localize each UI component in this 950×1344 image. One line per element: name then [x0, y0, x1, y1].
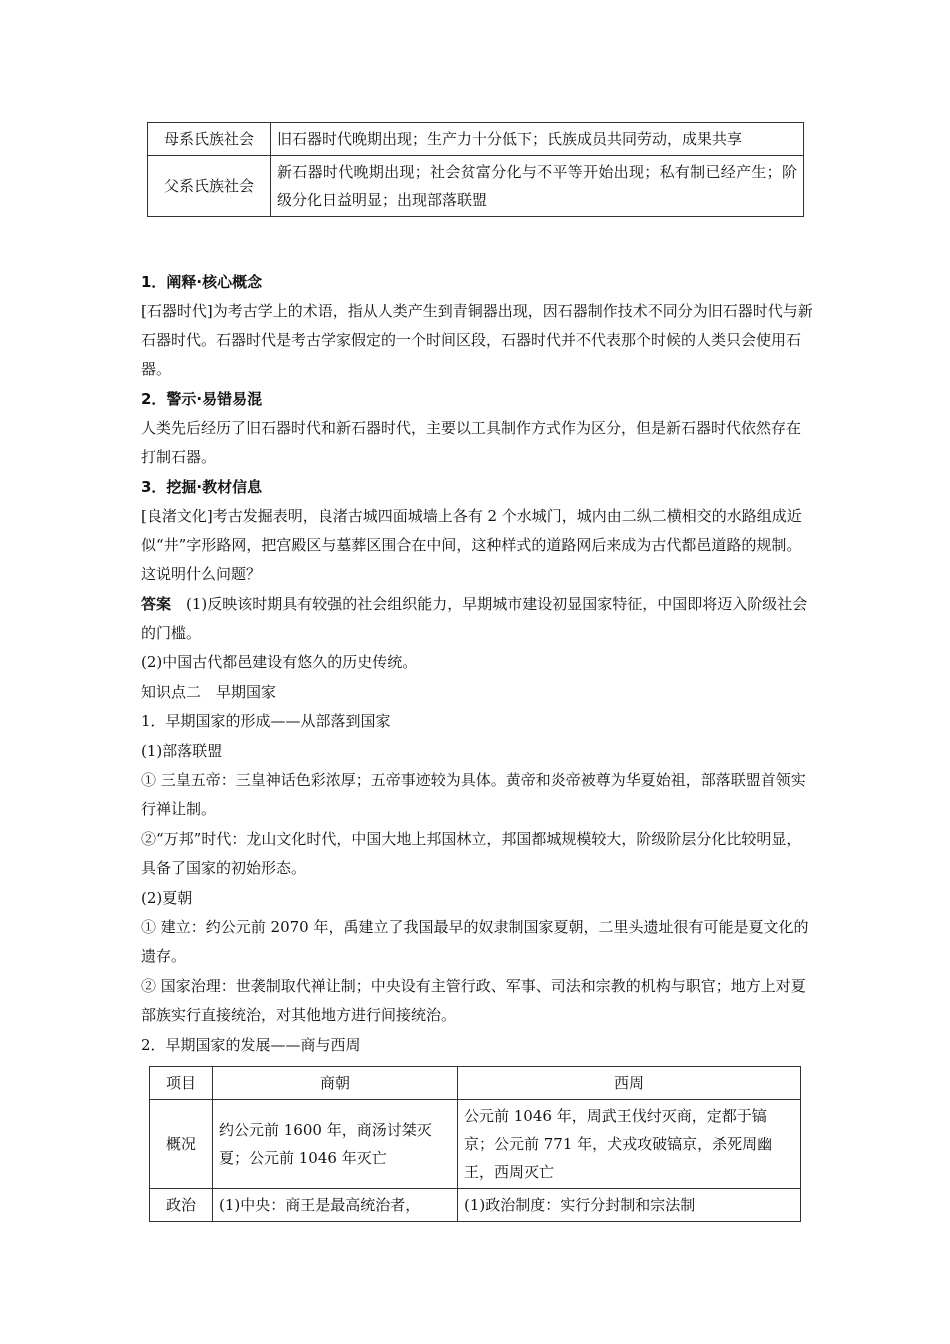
table-header: 西周	[458, 1067, 801, 1100]
table-cell: 新石器时代晚期出现；社会贫富分化与不平等开始出现；私有制已经产生；阶级分化日益明显；出现部落联盟	[271, 156, 804, 217]
answer-text: (1)反映该时期具有较强的社会组织能力，早期城市建设初显国家特征，中国即将迈入阶级社会的门槛。	[141, 595, 808, 642]
table-cell: 概况	[150, 1100, 213, 1189]
table-header: 商朝	[213, 1067, 458, 1100]
paragraph: ②“万邦”时代：龙山文化时代，中国大地上邦国林立，邦国都城规模较大，阶级阶层分化比较明显，具备了国家的初始形态。	[141, 830, 802, 877]
table-cell: 政治	[150, 1189, 213, 1222]
section-title: 2．警示·易错易混	[141, 390, 263, 408]
table-row	[150, 1100, 801, 1189]
table-cell: 母系氏族社会	[148, 123, 271, 156]
subsection-title: (1)部落联盟	[141, 742, 223, 760]
paragraph: [石器时代]为考古学上的术语，指从人类产生到青铜器出现，因石器制作技术不同分为旧石器时代与新石器时代。石器时代是考古学家假定的一个时间区段，石器时代并不代表那个时候的人类只会使用石器。	[141, 302, 813, 378]
table-cell: 旧石器时代晚期出现；生产力十分低下；氏族成员共同劳动，成果共享	[271, 123, 804, 156]
knowledge-heading: 知识点二 早期国家	[141, 683, 277, 701]
table-row	[148, 123, 804, 156]
subsection-title: 2．早期国家的发展——商与西周	[141, 1036, 361, 1054]
paragraph: (2)中国古代都邑建设有悠久的历史传统。	[141, 653, 418, 671]
table-row	[148, 156, 804, 217]
table-cell: 公元前 1046 年，周武王伐纣灭商，定都于镐京；公元前 771 年，犬戎攻破镐京，杀死周幽王，西周灭亡	[458, 1100, 801, 1189]
table-header-row	[150, 1067, 801, 1100]
section-title: 3．挖掘·教材信息	[141, 478, 263, 496]
paragraph: ① 建立：约公元前 2070 年，禹建立了我国最早的奴隶制国家夏朝，二里头遗址很有可能是夏文化的遗存。	[141, 918, 809, 965]
subsection-title: 1．早期国家的形成——从部落到国家	[141, 712, 391, 730]
table-row	[150, 1189, 801, 1222]
paragraph: ② 国家治理：世袭制取代禅让制；中央设有主管行政、军事、司法和宗教的机构与职官；地方上对夏部族实行直接统治，对其他地方进行间接统治。	[141, 977, 806, 1024]
table-cell: (1)政治制度：实行分封制和宗法制	[458, 1189, 801, 1222]
paragraph: 人类先后经历了旧石器时代和新石器时代，主要以工具制作方式作为区分，但是新石器时代依然存在打制石器。	[141, 419, 802, 466]
paragraph: ① 三皇五帝：三皇神话色彩浓厚；五帝事迹较为具体。黄帝和炎帝被尊为华夏始祖，部落联盟首领实行禅让制。	[141, 771, 806, 818]
paragraph: [良渚文化]考古发掘表明，良渚古城四面城墙上各有 2 个水城门，城内由二纵二横相交的水路组成近似“井”字形路网，把宫殿区与墓葬区围合在中间，这种样式的道路网后来成为古代都邑道路的规制。这说明什么问题？	[141, 507, 802, 583]
answer-label: 答案	[141, 595, 172, 613]
shang-zhou-table	[149, 1066, 801, 1222]
table-header: 项目	[150, 1067, 213, 1100]
table-cell: 父系氏族社会	[148, 156, 271, 217]
table-cell: (1)中央：商王是最高统治者，	[213, 1189, 458, 1222]
answer-paragraph	[141, 590, 813, 648]
table-cell: 约公元前 1600 年，商汤讨桀灭夏；公元前 1046 年灭亡	[213, 1100, 458, 1189]
subsection-title: (2)夏朝	[141, 889, 193, 907]
section-title: 1．阐释·核心概念	[141, 273, 263, 291]
clan-society-table	[147, 122, 804, 217]
